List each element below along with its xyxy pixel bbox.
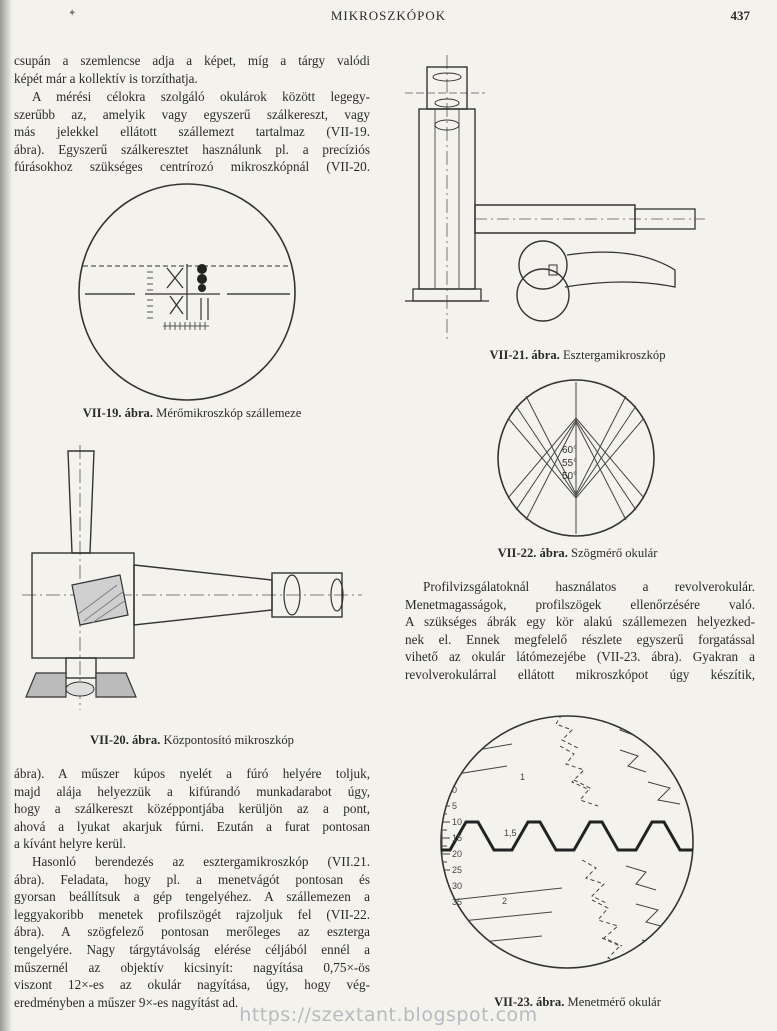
text-line: csupán a szemlencse adja a képet, míg a tárgy valódi <box>14 53 370 68</box>
text-line: szerűbb az, amelyik vagy egyszerű szálkereszt, vagy <box>14 106 370 122</box>
lathe-microscope-drawing <box>405 55 745 345</box>
text-line: majd alája helyezzük a kifúrandó munkadarabot úgy, <box>14 783 370 799</box>
centering-microscope-drawing <box>22 445 367 715</box>
left-para-1 <box>14 52 370 87</box>
caption-number: VII-21. ábra. <box>489 348 560 362</box>
scale-label: 5 <box>452 801 458 811</box>
figure-vii-20 <box>22 445 367 715</box>
caption-title: Esztergamikroszkóp <box>562 348 666 362</box>
pitch-label: 1,5 <box>504 828 517 838</box>
text-line: a kívánt helyre kerül. <box>14 836 127 852</box>
text-line: eredményben a műszer 9×-es nagyítást ad. <box>14 994 239 1010</box>
caption-vii-21 <box>400 348 755 363</box>
text-line: leggyakoribb menetek profilszögét rajzoljuk fel (VII-22. <box>14 906 370 922</box>
scale-label: 25 <box>452 865 463 875</box>
text-line: Hasonló berendezés az esztergamikroszkóp (VII.21. <box>32 854 370 869</box>
text-line: más jelekkel ellátott szállemezt tartalmaz (VII-19. <box>14 124 370 140</box>
caption-vii-19 <box>14 406 370 421</box>
angle-label: 60° <box>562 445 578 456</box>
angle-label: 55° <box>562 458 578 469</box>
scale-label: 10 <box>452 817 463 827</box>
caption-title: Menetmérő okulár <box>567 995 661 1009</box>
text-line: ábra). A szögfelező pontosan merőleges az eszterga <box>14 924 370 940</box>
scale-label: 0 <box>452 785 458 795</box>
left-para-3 <box>14 765 370 853</box>
caption-number: VII-20. ábra. <box>90 733 161 747</box>
text-line: ábra). A műszer kúpos nyelét a fúró helyére toljuk, <box>14 766 370 781</box>
text-line: műszernél az objektív kicsinyít: nagyítása 0,75×-ös <box>14 959 370 975</box>
blog-url-watermark[interactable]: https://szextant.blogspot.com <box>239 1004 538 1026</box>
text-line: revolverokulárral ellátott mikroszkópot úgy készítik, <box>405 666 755 682</box>
ornament-mark: ✦ <box>68 8 77 19</box>
text-line: képét már a kollektív is torzíthatja. <box>14 70 198 86</box>
figure-vii-19 <box>75 180 315 405</box>
reticle-drawing <box>75 180 315 405</box>
running-title: MIKROSZKÓPOK <box>330 8 447 23</box>
text-line: tengelyére. Nagy tárgytávolság elérése céljából ennél a <box>14 941 370 957</box>
text-line: fúrásokhoz szükséges centrírozó mikroszkópnál (VII-20. <box>14 159 370 175</box>
caption-title: Központosító mikroszkóp <box>163 733 294 747</box>
left-para-2 <box>14 88 370 176</box>
caption-number: VII-22. ábra. <box>497 546 568 560</box>
figure-vii-21 <box>405 55 745 345</box>
running-header <box>0 8 777 28</box>
figure-vii-22 <box>488 378 664 540</box>
scale-label: 20 <box>452 849 463 859</box>
text-line: viszont 12×-es az okulár nagyítása, úgy, hogy vég- <box>14 977 370 993</box>
scale-label: 35 <box>452 897 463 907</box>
scale-label: 15 <box>452 833 463 843</box>
text-line: Menetmagasságok, profilszögek ellenőrzésére való. <box>405 596 755 612</box>
text-line: ábra). Feladata, hogy pl. a menetvágót pontosan és <box>14 871 370 887</box>
text-line: vihető az okulár látómezejébe (VII-23. ábra). Gyakran a <box>405 649 755 665</box>
text-line: Profilvizsgálatoknál használatos a revolverokulár. <box>423 579 755 594</box>
page-binding-edge <box>0 0 12 1031</box>
pitch-label: 1 <box>520 772 526 782</box>
pitch-label: 2 <box>502 896 508 906</box>
caption-vii-22 <box>400 546 755 561</box>
thread-gauge-drawing <box>432 700 702 990</box>
text-line: A szükséges ábrák egy kör alakú szállemezen helyezked- <box>405 614 755 630</box>
right-para-1 <box>405 578 755 684</box>
text-line: nek el. Ennek megfelelő részlete egyszerű forgatással <box>405 631 755 647</box>
text-line: hogy a szálkereszt középpontjába kerüljön az a pont, <box>14 801 370 817</box>
caption-number: VII-19. ábra. <box>82 406 154 420</box>
text-line: ábra). Egyszerű szálkeresztet használunk pl. a precíziós <box>14 141 370 157</box>
figure-vii-23 <box>432 700 702 990</box>
angle-label: 50° <box>562 471 578 482</box>
caption-vii-20 <box>14 733 370 748</box>
text-line: ahová a lyukat akarjuk fúrni. Ezután a furat pontosan <box>14 818 370 834</box>
angle-reticle-drawing <box>488 378 664 540</box>
scale-label: 30 <box>452 881 463 891</box>
left-para-4 <box>14 853 370 1011</box>
page-number: 437 <box>730 8 750 23</box>
text-line: gyorsan beállítsuk a gép tengelyéhez. A szállemezen a <box>14 889 370 905</box>
caption-title: Szögmérő okulár <box>571 546 658 560</box>
caption-title: Mérőmikroszkóp szállemeze <box>156 406 302 420</box>
caption-number: VII-23. ábra. <box>494 995 565 1009</box>
text-line: A mérési célokra szolgáló okulárok között legegy- <box>32 89 370 104</box>
